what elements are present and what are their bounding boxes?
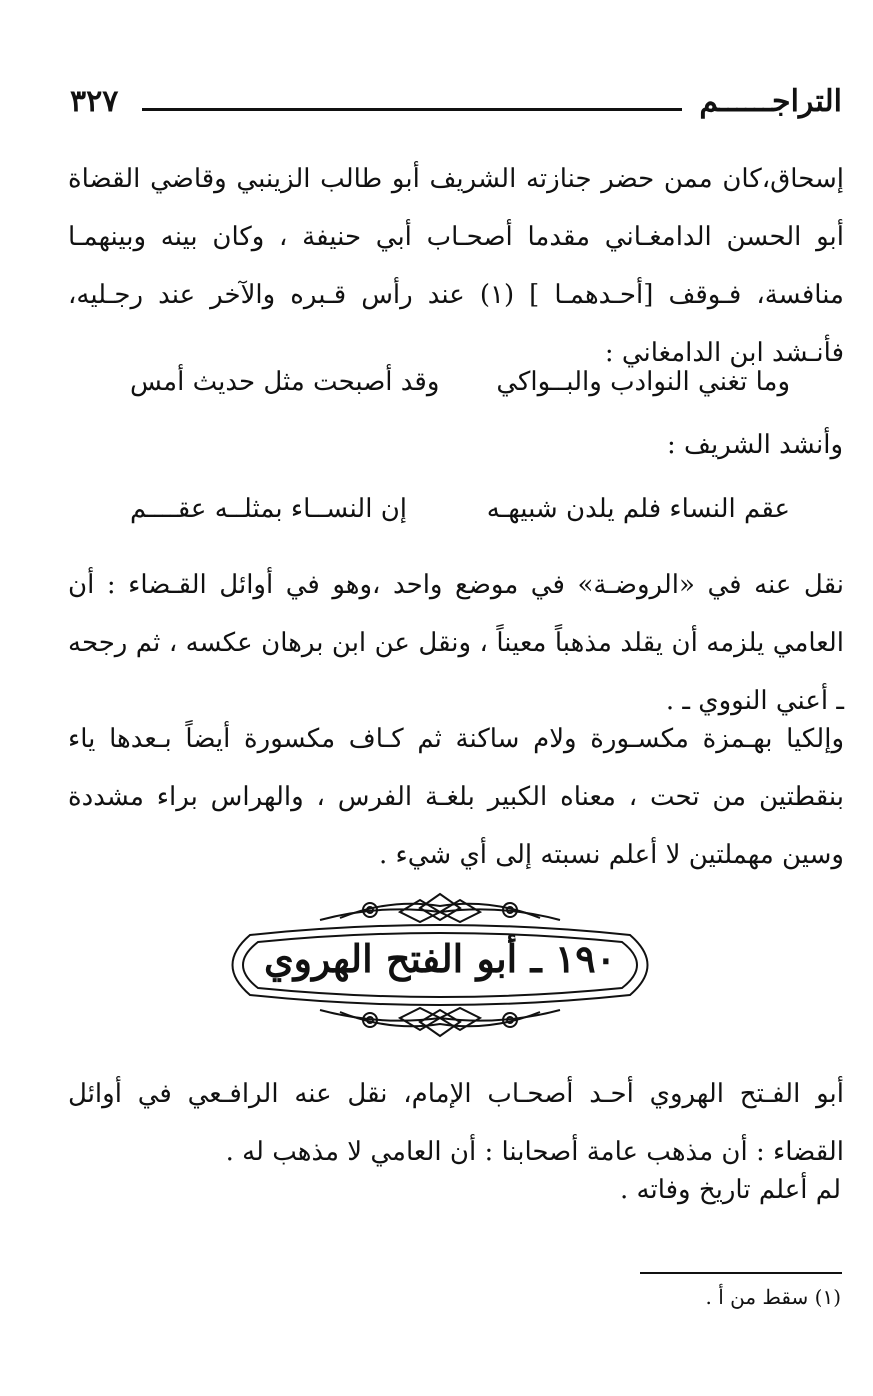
- verse-intro: وأنشد الشريف :: [667, 430, 843, 460]
- paragraph-1: إسحاق،كان ممن حضر جنازته الشريف أبو طالب الزينبي وقاضي القضاة أبو الحسن الدامغـاني مقدما أصحـاب أبي حنيفة ، وكان بينه وبينهمـا منافسة، فـوقف [أحـدهمـا ] (١) عند رأس قـبره والآخر عند رجـليه، فأنـشد ابن الدامغاني :: [68, 164, 844, 368]
- verse-2-second-hemistich: إن النســاء بمثلــه عقــــم: [130, 494, 408, 524]
- footnote-rule: [640, 1272, 842, 1274]
- running-header: [70, 78, 842, 128]
- paragraph-2: نقل عنه في «الروضـة» في موضع واحد ،وهو في أوائل القـضاء : أن العامي يلزمه أن يقلد مذهباً معيناً ، ونقل عن ابن برهان عكسه ، ثم رجحه ـ أعني النووي ـ .: [68, 570, 844, 716]
- verse-1-first-hemistich: وما تغني النوادب والبــواكي: [496, 367, 790, 397]
- verse-1-second-hemistich: وقد أصبحت مثل حديث أمس: [130, 367, 440, 397]
- death-note: لم أعلم تاريخ وفاته .: [619, 1175, 841, 1205]
- header-rule: [142, 108, 682, 111]
- section-title: ١٩٠ ـ أبو الفتح الهروي: [263, 936, 617, 981]
- verse-1: [130, 363, 790, 413]
- section-heading-frame: [210, 890, 670, 1040]
- running-title: التراجــــــم: [699, 84, 842, 119]
- footnote: (١) سقط من أ .: [705, 1285, 841, 1309]
- verse-2-first-hemistich: عقم النساء فلم يلدن شبيهـه: [486, 494, 790, 524]
- paragraph-4: أبو الفـتح الهروي أحـد أصحـاب الإمام، نقل عنه الرافـعي في أوائل القضاء : أن مذهب عامة أصحابنا : أن العامي لا مذهب له .: [68, 1079, 844, 1167]
- page-number: ٣٢٧: [70, 84, 119, 119]
- paragraph-3: وإلكيا بهـمزة مكسـورة ولام ساكنة ثم كـاف مكسورة أيضاً بـعدها ياء بنقطتين من تحت ، معناه الكبير بلغـة الفرس ، والهراس براء مشددة وسين مهملتين لا أعلم نسبته إلى أي شيء .: [68, 724, 844, 870]
- verse-2: [130, 490, 790, 540]
